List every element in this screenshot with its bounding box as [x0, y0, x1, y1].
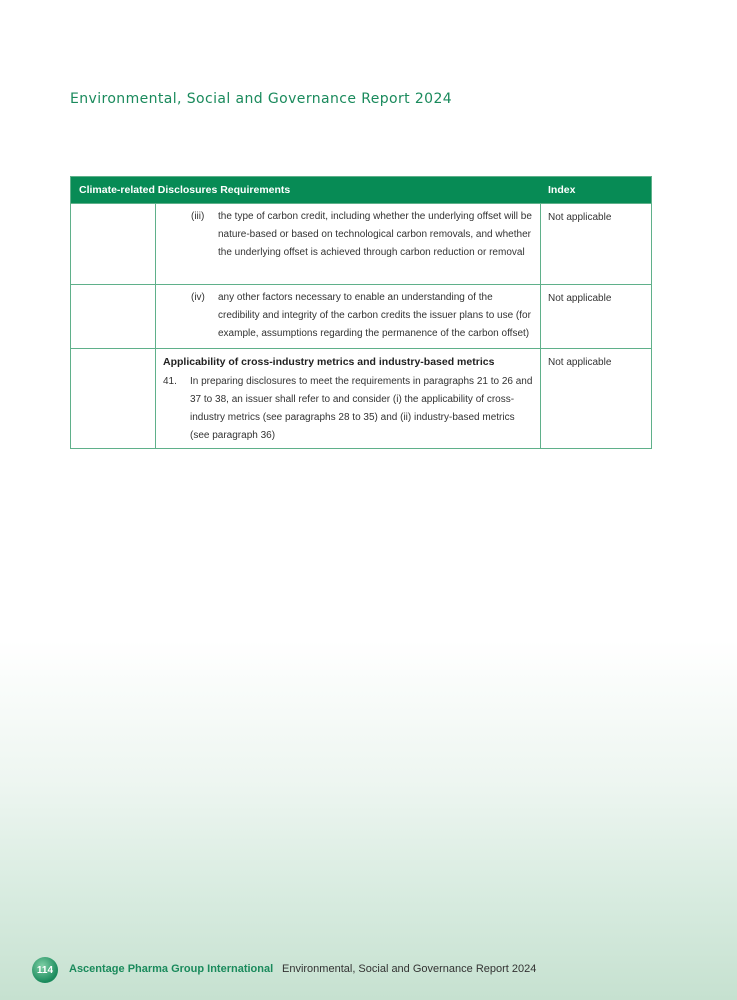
paragraph-number: 41.	[163, 376, 177, 387]
index-value: Not applicable	[548, 212, 612, 223]
row-category-cell	[71, 285, 156, 348]
section-subtitle: Applicability of cross-industry metrics and industry-based metrics	[163, 356, 495, 368]
row-category-cell	[71, 204, 156, 284]
item-text: the type of carbon credit, including whether the underlying offset will be nature-based or based on technological carbon removals, and whether the underlying offset is achieved through carbon reduction or removal	[218, 211, 532, 258]
item-number: (iii)	[191, 211, 205, 222]
footer-company-name: Ascentage Pharma Group International	[69, 963, 274, 975]
table-row	[71, 284, 651, 348]
paragraph-text: In preparing disclosures to meet the requirements in paragraphs 21 to 26 and 37 to 38, an issuer shall refer to and consider (i) the applicability of cross-industry metrics (see paragraphs 28 to 35) and (ii) industry-based metrics (see paragraph 36)	[190, 376, 533, 441]
row-category-cell	[71, 349, 156, 448]
item-text: any other factors necessary to enable an understanding of the credibility and integrity of the carbon credits the issuer plans to use (for example, assumptions regarding the permanence of the carbon offset)	[218, 292, 531, 339]
item-number: (iv)	[191, 292, 205, 303]
table-row	[71, 348, 651, 448]
page-number-badge: 114	[32, 957, 58, 983]
column-header-index: Index	[548, 184, 576, 196]
page-header-title: Environmental, Social and Governance Report 2024	[70, 91, 453, 107]
table-row	[71, 203, 651, 284]
column-header-requirements: Climate-related Disclosures Requirements	[79, 184, 291, 196]
index-value: Not applicable	[548, 293, 612, 304]
table-header	[71, 177, 651, 203]
disclosures-table	[70, 176, 652, 449]
footer-report-title: Environmental, Social and Governance Report 2024	[282, 963, 537, 975]
index-value: Not applicable	[548, 357, 612, 368]
